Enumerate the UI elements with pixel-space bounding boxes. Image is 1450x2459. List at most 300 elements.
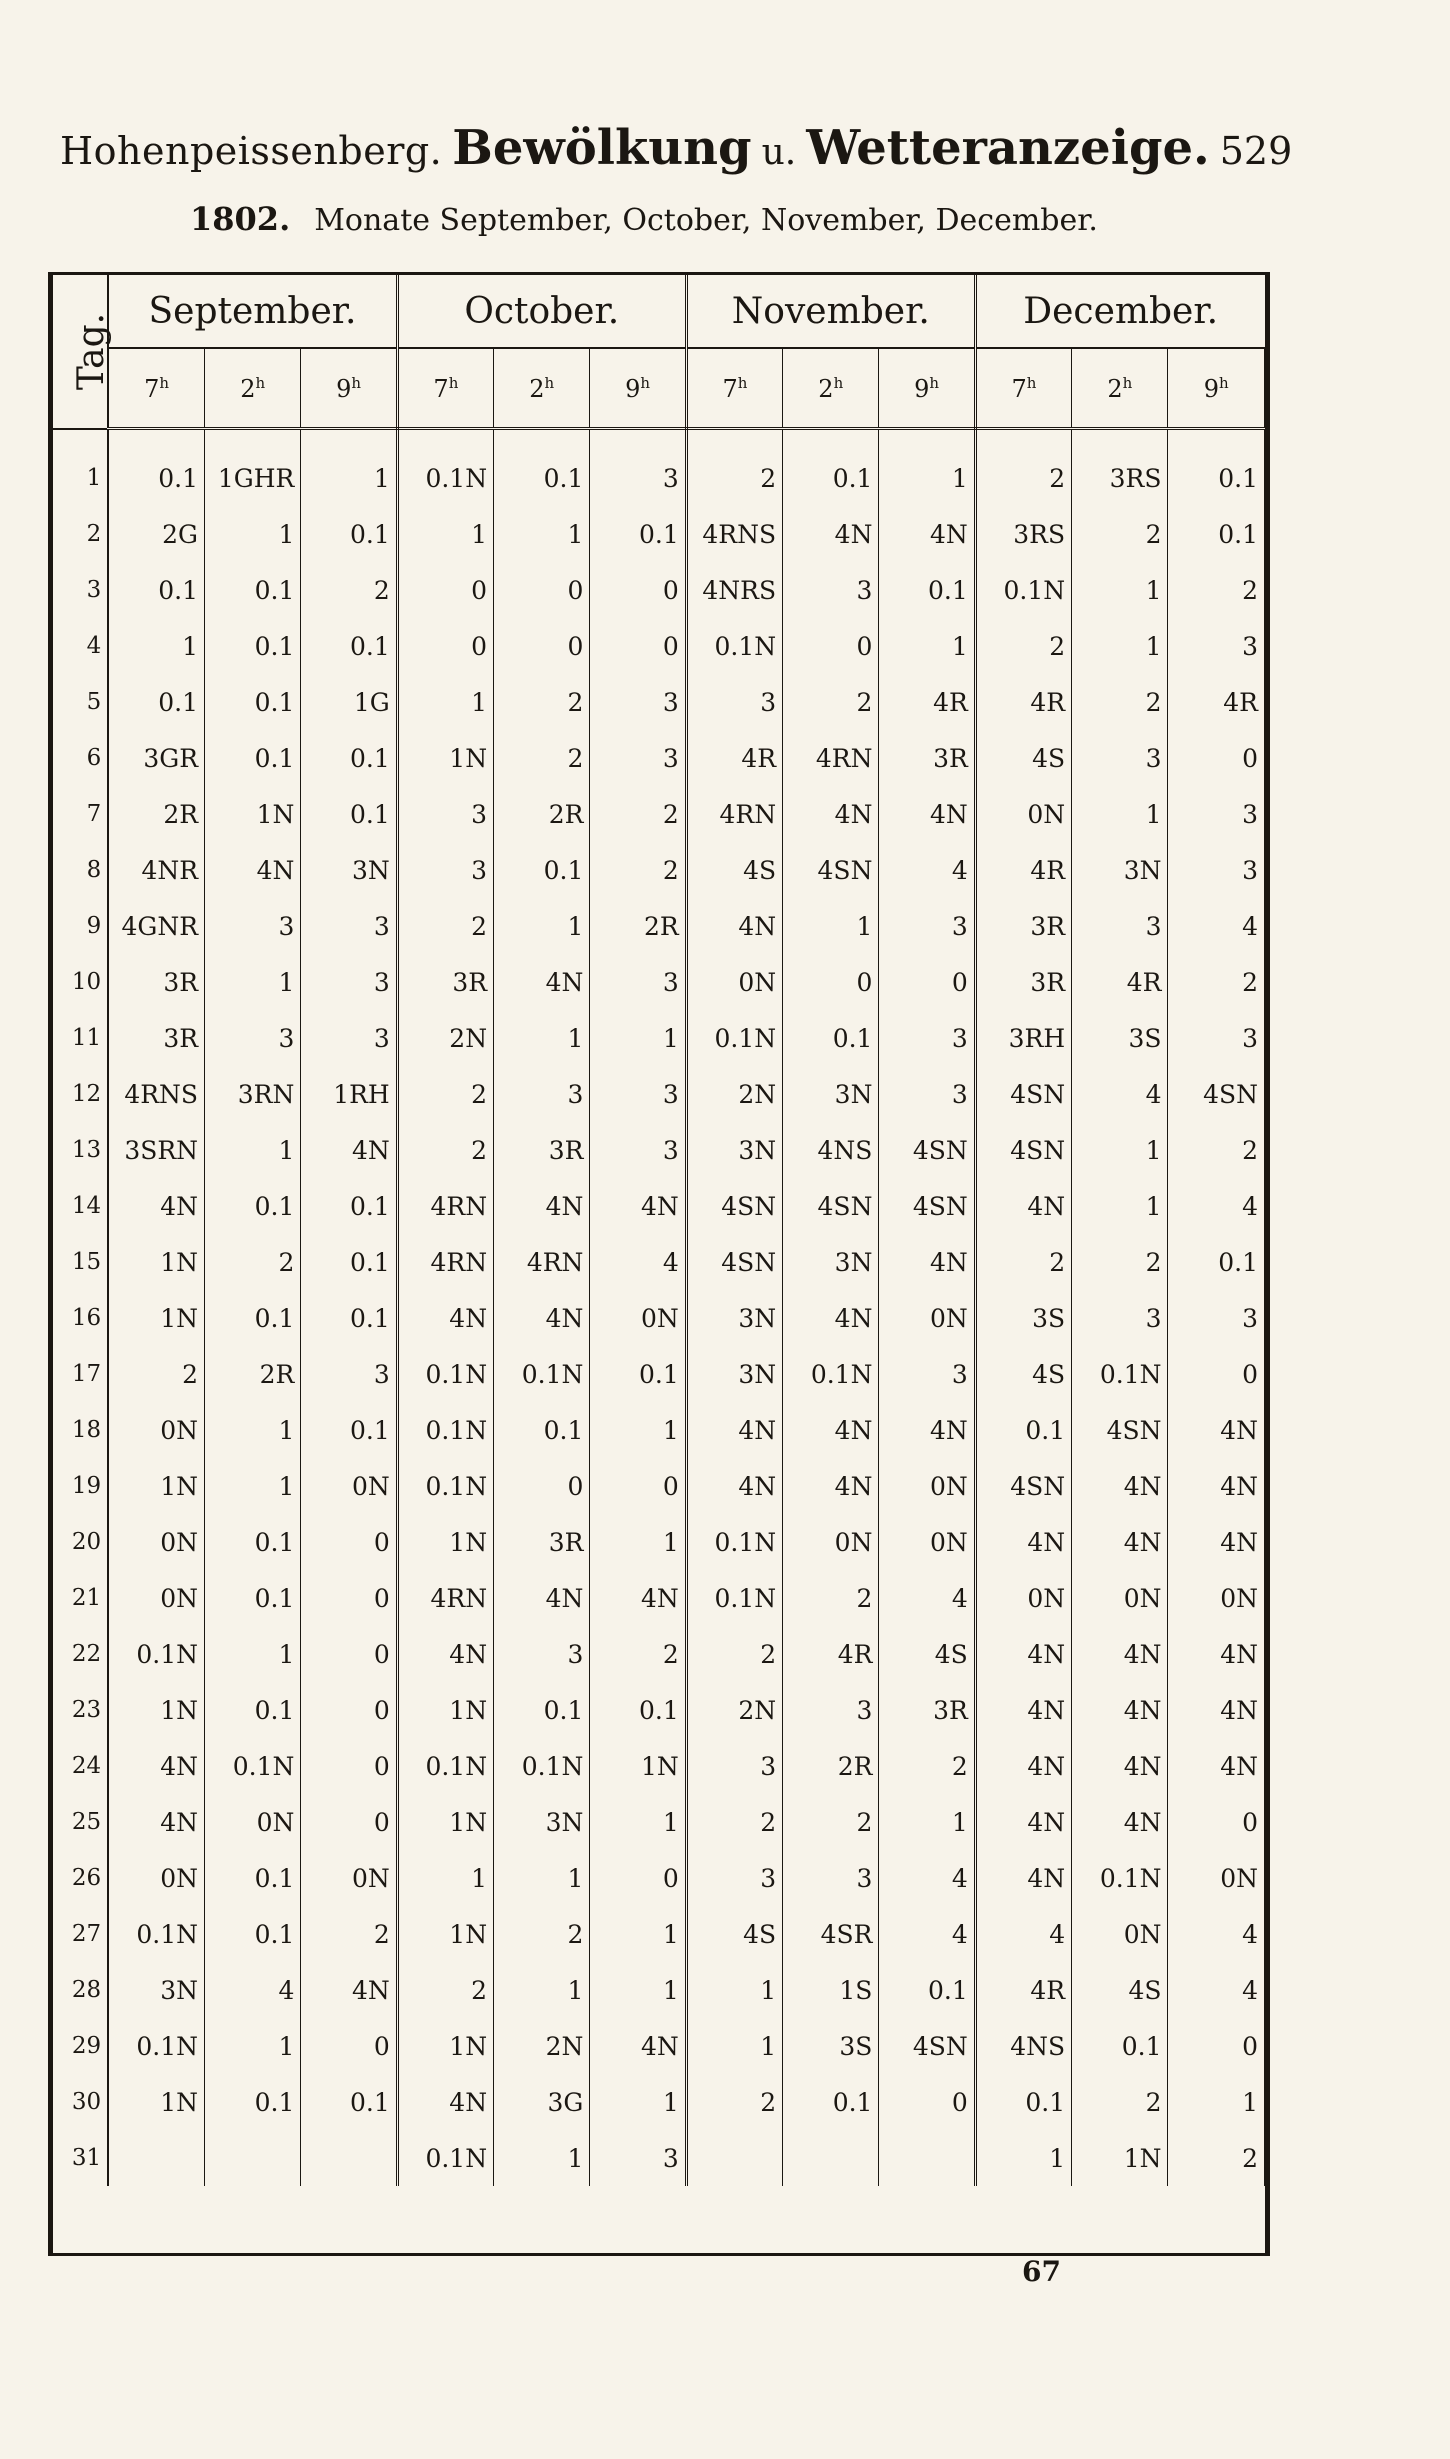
cloud-value-cell: 0.1N [108, 1626, 204, 1682]
cloud-value-cell: 1 [494, 506, 590, 562]
hour-suffix: h [159, 373, 170, 392]
table-row [53, 2074, 1265, 2130]
cloud-value-cell: 3 [494, 1626, 590, 1682]
day-number: 6 [53, 730, 108, 786]
cloud-value-cell [879, 2130, 975, 2186]
hour-value: 2 [529, 374, 545, 403]
cloud-value-cell: 1N [108, 1290, 204, 1346]
cloud-value-cell: 3 [590, 730, 686, 786]
cloud-value-cell: 0.1 [301, 786, 397, 842]
cloud-value-cell: 3 [301, 954, 397, 1010]
day-number: 19 [53, 1458, 108, 1514]
header-and: u. [761, 132, 797, 173]
cloud-value-cell: 4SN [975, 1066, 1071, 1122]
table-row [53, 1234, 1265, 1290]
cloud-value-cell: 3 [879, 1010, 975, 1066]
cloud-value-cell: 4SN [1072, 1402, 1168, 1458]
hour-header-cell [686, 348, 782, 429]
day-number: 25 [53, 1794, 108, 1850]
cloud-value-cell: 4N [397, 2074, 493, 2130]
cloud-value-cell: 1 [1072, 562, 1168, 618]
cloud-value-cell: 4R [975, 674, 1071, 730]
cloud-value-cell: 4 [1168, 1906, 1265, 1962]
cloud-value-cell: 0.1 [205, 674, 301, 730]
cloud-value-cell: 4RNS [686, 506, 782, 562]
cloud-value-cell: 0.1 [301, 506, 397, 562]
cloud-value-cell: 0.1 [494, 1682, 590, 1738]
hour-suffix: h [929, 373, 940, 392]
cloud-value-cell: 4N [494, 1290, 590, 1346]
cloud-value-cell: 2 [783, 1570, 879, 1626]
cloud-value-cell: 4SN [879, 2018, 975, 2074]
table-row [53, 1346, 1265, 1402]
cloud-value-cell: 4RN [397, 1234, 493, 1290]
cloud-value-cell: 3 [590, 429, 686, 507]
cloud-value-cell: 1 [397, 1850, 493, 1906]
cloud-value-cell: 4SN [879, 1178, 975, 1234]
cloud-value-cell: 0.1 [590, 1346, 686, 1402]
cloud-value-cell: 0N [108, 1514, 204, 1570]
cloud-value-cell: 3 [1168, 842, 1265, 898]
cloud-value-cell: 1 [879, 618, 975, 674]
cloud-value-cell: 0.1 [879, 562, 975, 618]
cloud-value-cell: 3 [205, 1010, 301, 1066]
cloud-value-cell: 2 [1168, 2130, 1265, 2186]
cloud-value-cell: 2 [686, 429, 782, 507]
cloud-value-cell: 4N [975, 1626, 1071, 1682]
cloud-value-cell: 1N [397, 730, 493, 786]
day-number: 23 [53, 1682, 108, 1738]
table-row [53, 429, 1265, 507]
cloud-value-cell: 3 [879, 1066, 975, 1122]
cloud-value-cell: 4N [108, 1738, 204, 1794]
cloud-value-cell: 2 [397, 898, 493, 954]
cloud-value-cell: 3RS [1072, 429, 1168, 507]
table-row [53, 562, 1265, 618]
cloud-value-cell: 2 [1072, 506, 1168, 562]
cloud-value-cell: 2 [397, 1066, 493, 1122]
cloud-value-cell: 3 [590, 1066, 686, 1122]
cloud-value-cell: 4 [879, 1570, 975, 1626]
table-row [53, 954, 1265, 1010]
cloud-value-cell: 3 [397, 842, 493, 898]
cloud-value-cell: 3 [686, 674, 782, 730]
cloud-value-cell: 1S [783, 1962, 879, 2018]
day-number: 4 [53, 618, 108, 674]
header-title-part2: Wetteranzeige. [806, 120, 1210, 176]
cloud-value-cell: 0 [301, 1794, 397, 1850]
cloud-value-cell: 4NR [108, 842, 204, 898]
cloud-value-cell: 2 [590, 1626, 686, 1682]
cloud-value-cell: 0.1 [301, 1402, 397, 1458]
cloud-value-cell: 4SN [783, 842, 879, 898]
cloud-value-cell: 2 [494, 1906, 590, 1962]
day-number: 12 [53, 1066, 108, 1122]
cloud-value-cell: 0 [397, 562, 493, 618]
cloud-value-cell: 0N [108, 1850, 204, 1906]
day-number: 1 [53, 429, 108, 507]
cloud-value-cell: 3 [879, 898, 975, 954]
cloud-value-cell: 1N [590, 1738, 686, 1794]
cloud-value-cell: 0.1 [590, 1682, 686, 1738]
cloud-value-cell: 4N [1072, 1458, 1168, 1514]
table-row [53, 674, 1265, 730]
cloud-value-cell: 0.1N [397, 1458, 493, 1514]
cloud-value-cell: 0N [108, 1570, 204, 1626]
cloud-value-cell: 3N [301, 842, 397, 898]
cloud-value-cell: 0N [590, 1290, 686, 1346]
cloud-value-cell: 4N [494, 1178, 590, 1234]
cloud-value-cell: 1N [108, 2074, 204, 2130]
cloud-value-cell: 1 [108, 618, 204, 674]
cloud-value-cell: 4RN [397, 1570, 493, 1626]
cloud-value-cell: 3N [686, 1122, 782, 1178]
cloud-value-cell: 1N [397, 2018, 493, 2074]
cloud-value-cell: 0.1 [1168, 1234, 1265, 1290]
cloud-value-cell: 2 [1168, 1122, 1265, 1178]
cloud-value-cell: 3 [783, 1682, 879, 1738]
hour-header-cell [879, 348, 975, 429]
cloud-value-cell: 0.1 [783, 1010, 879, 1066]
cloud-value-cell: 0.1 [205, 1850, 301, 1906]
cloud-value-cell: 1 [1072, 1122, 1168, 1178]
cloud-value-cell: 0 [590, 1458, 686, 1514]
hour-header-cell [1072, 348, 1168, 429]
cloud-value-cell: 0 [301, 1682, 397, 1738]
hour-value: 9 [625, 374, 641, 403]
day-number: 26 [53, 1850, 108, 1906]
day-number: 24 [53, 1738, 108, 1794]
cloud-value-cell: 0.1N [205, 1738, 301, 1794]
table-row [53, 1458, 1265, 1514]
cloud-value-cell: 4N [1168, 1738, 1265, 1794]
cloud-value-cell: 2 [494, 730, 590, 786]
subheader-year: 1802. [190, 200, 291, 238]
cloud-value-cell: 4RN [397, 1178, 493, 1234]
cloud-value-cell: 2 [686, 2074, 782, 2130]
day-number: 30 [53, 2074, 108, 2130]
cloud-value-cell: 0 [783, 618, 879, 674]
cloud-value-cell: 2 [879, 1738, 975, 1794]
cloud-value-cell: 2R [494, 786, 590, 842]
cloud-value-cell: 2 [1168, 562, 1265, 618]
cloud-value-cell: 0 [590, 562, 686, 618]
cloud-value-cell: 0.1 [590, 506, 686, 562]
cloud-value-cell: 1 [205, 954, 301, 1010]
cloud-value-cell: 2 [494, 674, 590, 730]
hour-suffix: h [351, 373, 362, 392]
cloud-value-cell: 1 [590, 1402, 686, 1458]
cloud-value-cell: 3S [975, 1290, 1071, 1346]
day-number: 9 [53, 898, 108, 954]
cloud-value-cell: 0.1 [301, 730, 397, 786]
cloud-value-cell: 0.1 [205, 1682, 301, 1738]
cloud-value-cell: 3 [1168, 1010, 1265, 1066]
cloud-value-cell [108, 2130, 204, 2186]
day-number: 10 [53, 954, 108, 1010]
cloud-value-cell: 0 [301, 1626, 397, 1682]
cloud-value-cell: 2 [301, 1906, 397, 1962]
hour-value: 9 [1203, 374, 1220, 403]
cloud-value-cell: 4N [397, 1626, 493, 1682]
hour-value: 2 [1107, 374, 1123, 403]
table-row [53, 1290, 1265, 1346]
cloud-value-cell: 1N [108, 1682, 204, 1738]
cloud-value-cell: 4N [975, 1682, 1071, 1738]
cloud-value-cell: 0.1 [1072, 2018, 1168, 2074]
cloud-value-cell: 4R [686, 730, 782, 786]
cloud-value-cell: 2N [686, 1066, 782, 1122]
cloud-value-cell: 3 [397, 786, 493, 842]
cloud-value-cell: 4N [686, 898, 782, 954]
hour-suffix: h [544, 373, 555, 392]
cloud-value-cell: 4SN [1168, 1066, 1265, 1122]
cloud-value-cell: 4N [494, 954, 590, 1010]
cloud-value-cell: 0.1 [1168, 506, 1265, 562]
cloud-value-cell: 3GR [108, 730, 204, 786]
cloud-value-cell: 4N [1072, 1738, 1168, 1794]
cloud-value-cell: 2R [205, 1346, 301, 1402]
cloud-value-cell: 4N [108, 1178, 204, 1234]
cloud-value-cell: 1 [494, 2130, 590, 2186]
cloud-value-cell: 4N [1168, 1514, 1265, 1570]
cloud-value-cell: 4SN [686, 1234, 782, 1290]
cloud-value-cell: 0.1 [205, 1290, 301, 1346]
day-number: 20 [53, 1514, 108, 1570]
cloud-value-cell: 4SN [975, 1458, 1071, 1514]
hour-header-cell [108, 348, 204, 429]
cloud-value-cell: 2R [590, 898, 686, 954]
cloud-value-cell: 0.1N [686, 1570, 782, 1626]
cloud-value-cell: 0N [1072, 1570, 1168, 1626]
cloud-value-cell: 4SN [879, 1122, 975, 1178]
day-label: Tag. [71, 312, 113, 390]
cloud-value-cell: 3 [879, 1346, 975, 1402]
cloud-value-cell: 4N [783, 1458, 879, 1514]
cloud-value-cell: 3N [686, 1290, 782, 1346]
cloud-value-cell: 3 [1168, 786, 1265, 842]
cloud-value-cell: 1 [205, 1122, 301, 1178]
cloud-value-cell: 3R [397, 954, 493, 1010]
cloud-value-cell: 0.1N [108, 2018, 204, 2074]
cloud-value-cell [301, 2130, 397, 2186]
cloud-value-cell: 0N [783, 1514, 879, 1570]
weather-table [53, 275, 1265, 2186]
cloud-value-cell: 2 [397, 1962, 493, 2018]
cloud-value-cell: 3R [108, 954, 204, 1010]
day-number: 16 [53, 1290, 108, 1346]
cloud-value-cell: 1 [590, 2074, 686, 2130]
cloud-value-cell: 4N [783, 786, 879, 842]
table-row [53, 1626, 1265, 1682]
weather-table-frame [48, 272, 1270, 2256]
cloud-value-cell: 0.1 [205, 618, 301, 674]
day-number: 22 [53, 1626, 108, 1682]
cloud-value-cell: 0.1 [301, 1178, 397, 1234]
cloud-value-cell: 1N [1072, 2130, 1168, 2186]
hour-suffix: h [640, 373, 651, 392]
cloud-value-cell: 4N [686, 1458, 782, 1514]
cloud-value-cell: 0.1N [1072, 1850, 1168, 1906]
cloud-value-cell: 0N [108, 1402, 204, 1458]
cloud-value-cell: 4 [1072, 1066, 1168, 1122]
hour-suffix: h [1219, 373, 1229, 392]
cloud-value-cell: 0 [301, 1514, 397, 1570]
cloud-value-cell: 3N [1072, 842, 1168, 898]
cloud-value-cell: 4S [879, 1626, 975, 1682]
cloud-value-cell: 4N [1168, 1682, 1265, 1738]
table-row [53, 1906, 1265, 1962]
cloud-value-cell: 2 [1168, 954, 1265, 1010]
cloud-value-cell: 0 [301, 1738, 397, 1794]
cloud-value-cell: 4 [879, 842, 975, 898]
day-number: 31 [53, 2130, 108, 2186]
cloud-value-cell: 4RNS [108, 1066, 204, 1122]
header-place: Hohenpeissenberg. [60, 129, 443, 173]
cloud-value-cell: 0.1N [108, 1906, 204, 1962]
cloud-value-cell: 1 [494, 1010, 590, 1066]
day-number: 2 [53, 506, 108, 562]
cloud-value-cell [783, 2130, 879, 2186]
table-row [53, 1402, 1265, 1458]
cloud-value-cell: 0 [590, 618, 686, 674]
cloud-value-cell: 2G [108, 506, 204, 562]
cloud-value-cell: 0 [879, 2074, 975, 2130]
cloud-value-cell: 4 [1168, 1962, 1265, 2018]
cloud-value-cell: 0.1 [1168, 429, 1265, 507]
table-row [53, 786, 1265, 842]
hour-suffix: h [833, 373, 844, 392]
cloud-value-cell: 0 [1168, 1346, 1265, 1402]
cloud-value-cell: 1N [108, 1234, 204, 1290]
day-number: 7 [53, 786, 108, 842]
cloud-value-cell: 4N [1168, 1402, 1265, 1458]
cloud-value-cell: 2N [494, 2018, 590, 2074]
cloud-value-cell: 4N [108, 1794, 204, 1850]
cloud-value-cell: 3R [879, 1682, 975, 1738]
cloud-value-cell: 3 [590, 1122, 686, 1178]
cloud-value-cell: 1GHR [205, 429, 301, 507]
cloud-value-cell: 2 [1072, 674, 1168, 730]
cloud-value-cell: 1 [205, 506, 301, 562]
table-row [53, 1178, 1265, 1234]
cloud-value-cell: 0N [879, 1458, 975, 1514]
cloud-value-cell: 1 [590, 1010, 686, 1066]
cloud-value-cell: 3S [1072, 1010, 1168, 1066]
hour-suffix: h [737, 373, 748, 392]
cloud-value-cell: 0.1 [783, 429, 879, 507]
cloud-value-cell: 0 [301, 2018, 397, 2074]
cloud-value-cell: 2 [397, 1122, 493, 1178]
cloud-value-cell: 0.1 [301, 1234, 397, 1290]
cloud-value-cell: 4N [590, 1178, 686, 1234]
cloud-value-cell: 1 [1072, 786, 1168, 842]
cloud-value-cell: 2 [590, 786, 686, 842]
cloud-value-cell: 2 [783, 1794, 879, 1850]
cloud-value-cell: 4SN [975, 1122, 1071, 1178]
hour-header-cell [975, 348, 1071, 429]
cloud-value-cell: 0.1 [108, 429, 204, 507]
cloud-value-cell: 1 [590, 1794, 686, 1850]
cloud-value-cell: 2 [301, 562, 397, 618]
day-number: 5 [53, 674, 108, 730]
cloud-value-cell: 4N [686, 1402, 782, 1458]
cloud-value-cell: 1N [108, 1458, 204, 1514]
cloud-value-cell: 4RN [686, 786, 782, 842]
cloud-value-cell: 1N [397, 1906, 493, 1962]
cloud-value-cell: 1 [590, 1962, 686, 2018]
cloud-value-cell: 4RN [783, 730, 879, 786]
cloud-value-cell: 2 [108, 1346, 204, 1402]
cloud-value-cell: 1 [397, 506, 493, 562]
day-number: 18 [53, 1402, 108, 1458]
hour-header-cell [301, 348, 397, 429]
cloud-value-cell: 0.1 [975, 1402, 1071, 1458]
page-number: 529 [1219, 129, 1293, 173]
cloud-value-cell: 0.1 [205, 1570, 301, 1626]
cloud-value-cell: 3 [1168, 1290, 1265, 1346]
day-number: 11 [53, 1010, 108, 1066]
cloud-value-cell: 0 [494, 1458, 590, 1514]
cloud-value-cell: 4N [301, 1962, 397, 2018]
cloud-value-cell: 0.1 [205, 1514, 301, 1570]
cloud-value-cell: 0N [879, 1514, 975, 1570]
cloud-value-cell: 3 [1168, 618, 1265, 674]
cloud-value-cell: 2 [1072, 2074, 1168, 2130]
cloud-value-cell: 3R [879, 730, 975, 786]
hour-header-cell [1168, 348, 1265, 429]
cloud-value-cell: 2N [397, 1010, 493, 1066]
cloud-value-cell: 4N [879, 1234, 975, 1290]
cloud-value-cell: 4N [590, 2018, 686, 2074]
cloud-value-cell: 2 [686, 1794, 782, 1850]
day-number: 3 [53, 562, 108, 618]
month-header-row [53, 275, 1265, 348]
table-row [53, 842, 1265, 898]
cloud-value-cell: 0N [301, 1850, 397, 1906]
cloud-value-cell: 3 [1072, 1290, 1168, 1346]
cloud-value-cell: 4SR [783, 1906, 879, 1962]
table-row [53, 1066, 1265, 1122]
cloud-value-cell: 0 [301, 1570, 397, 1626]
day-number: 17 [53, 1346, 108, 1402]
table-row [53, 1738, 1265, 1794]
cloud-value-cell: 3 [1072, 730, 1168, 786]
cloud-value-cell: 3RN [205, 1066, 301, 1122]
cloud-value-cell: 0.1 [205, 562, 301, 618]
cloud-value-cell: 1 [397, 674, 493, 730]
table-row [53, 618, 1265, 674]
cloud-value-cell: 4N [879, 1402, 975, 1458]
table-row [53, 2130, 1265, 2186]
cloud-value-cell: 3R [975, 898, 1071, 954]
cloud-value-cell: 0N [975, 1570, 1071, 1626]
hour-header-cell [205, 348, 301, 429]
cloud-value-cell: 3N [108, 1962, 204, 2018]
cloud-value-cell: 1 [1072, 1178, 1168, 1234]
cloud-value-cell: 4R [783, 1626, 879, 1682]
cloud-value-cell: 1 [783, 898, 879, 954]
cloud-value-cell: 0.1 [108, 562, 204, 618]
cloud-value-cell: 3RS [975, 506, 1071, 562]
cloud-value-cell: 3N [686, 1346, 782, 1402]
hour-value: 7 [1011, 374, 1027, 403]
page-header [60, 120, 1293, 176]
cloud-value-cell: 4S [975, 730, 1071, 786]
cloud-value-cell: 4N [1072, 1794, 1168, 1850]
cloud-value-cell: 4N [975, 1514, 1071, 1570]
month-header-october: October. [397, 275, 686, 348]
